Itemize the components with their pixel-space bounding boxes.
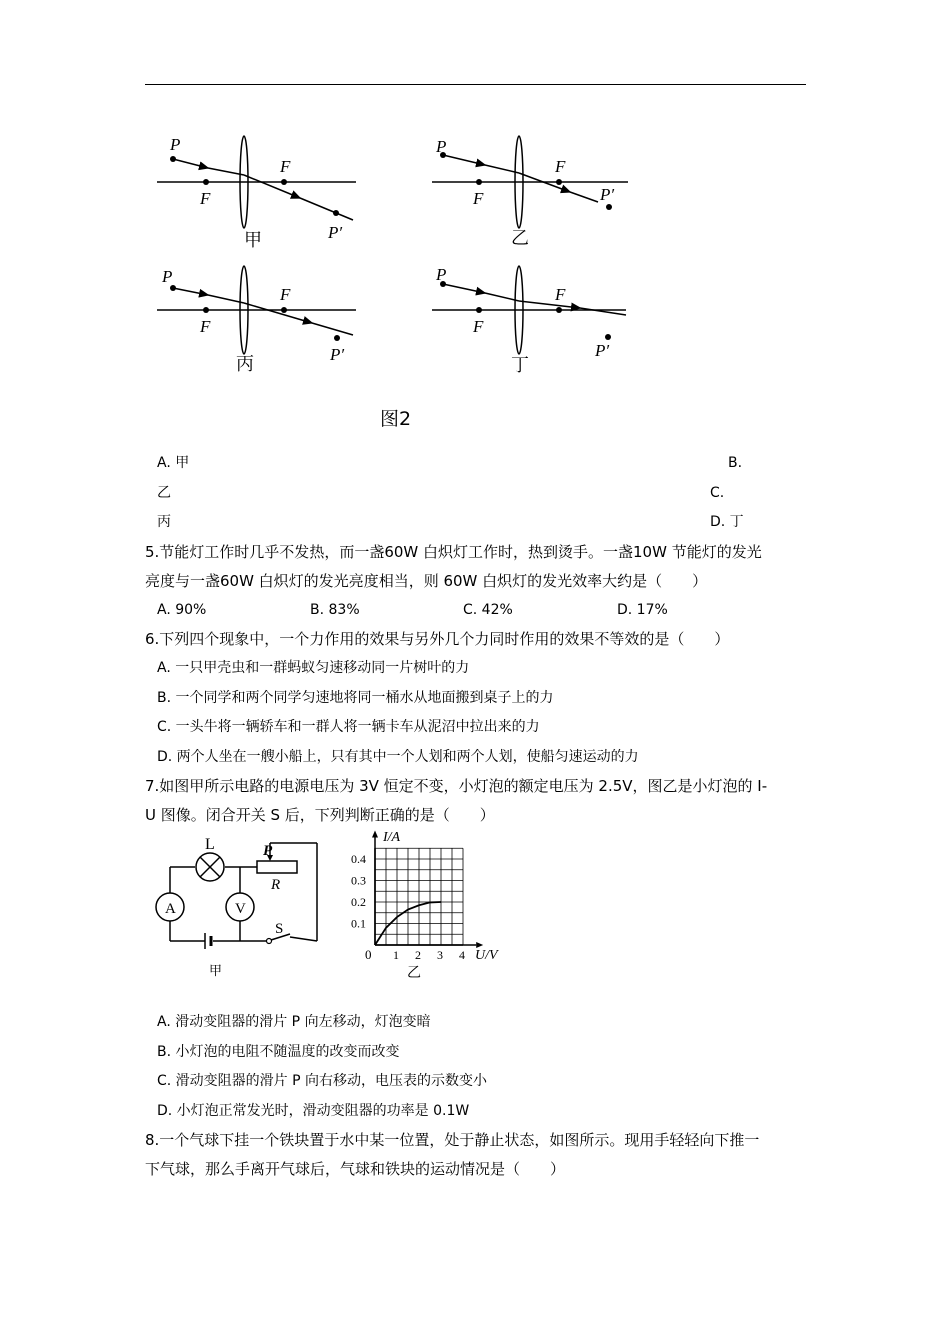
q8-stem-line1: 8.一个气球下挂一个铁块置于水中某一位置，处于静止状态，如图所示。现用手轻轻向下推一 [145, 1131, 760, 1149]
q6-option-d[interactable]: D. 两个人坐在一艘小船上，只有其中一个人划和两个人划，使船匀速运动的力 [157, 749, 639, 765]
graph-ylabel: I/A [383, 830, 401, 845]
panel-yi [432, 136, 628, 249]
svg-text:A: A [165, 901, 176, 917]
lens-ray-figure [140, 130, 660, 440]
svg-text:F: F [280, 157, 291, 176]
y-tick-label: 0.2 [351, 895, 366, 909]
y-tick-label: 0.1 [351, 916, 366, 931]
svg-text:F: F [200, 317, 211, 336]
q8-stem-line2: 下气球，那么手离开气球后，气球和铁块的运动情况是（ ） [145, 1160, 566, 1178]
graph-xlabel: U/V [475, 948, 498, 963]
svg-text:P′: P′ [330, 345, 345, 364]
q6-option-c[interactable]: C. 一头牛将一辆轿车和一群人将一辆卡车从泥沼中拉出来的力 [157, 719, 540, 735]
figure-caption: 图2 [380, 408, 412, 430]
graph-origin: 0 [365, 947, 372, 962]
x-tick-label: 4 [459, 948, 465, 962]
q4-option-b[interactable]: B. [728, 455, 743, 471]
svg-text:S: S [275, 921, 284, 937]
x-tick-label: 2 [415, 948, 421, 962]
q7-stem-line1: 7.如图甲所示电路的电源电压为 3V 恒定不变，小灯泡的额定电压为 2.5V，图乙是小灯泡的 I- [145, 777, 768, 795]
svg-text:丙: 丙 [236, 354, 254, 375]
panel-jia [157, 135, 356, 251]
graph-caption: 乙 [407, 965, 421, 981]
switch-icon [267, 939, 272, 944]
circuit-diagram [145, 833, 330, 983]
svg-text:丁: 丁 [511, 355, 529, 376]
q4-option-c-text: 丙 [157, 514, 171, 530]
svg-text:F: F [555, 157, 566, 176]
q4-option-d[interactable]: D. 丁 [710, 514, 744, 530]
panel-ding [432, 265, 626, 376]
svg-text:甲: 甲 [209, 964, 223, 979]
q5-stem-line2: 亮度与一盏60W 白炽灯的发光亮度相当，则 60W 白炽灯的发光效率大约是（ ） [145, 572, 708, 590]
q7-option-d[interactable]: D. 小灯泡正常发光时，滑动变阻器的功率是 0.1W [157, 1103, 470, 1119]
y-tick-label: 0.4 [351, 852, 366, 866]
q5-option-d[interactable]: D. 17% [617, 602, 668, 618]
q7-stem-line2: U 图像。闭合开关 S 后，下列判断正确的是（ ） [145, 806, 495, 824]
graph-grid [372, 831, 483, 949]
q6-option-b[interactable]: B. 一个同学和两个同学匀速地将同一桶水从地面搬到桌子上的力 [157, 690, 554, 706]
svg-text:F: F [555, 285, 566, 304]
q6-option-a[interactable]: A. 一只甲壳虫和一群蚂蚁匀速移动同一片树叶的力 [157, 660, 470, 676]
svg-text:R: R [271, 877, 281, 893]
y-tick-label: 0.3 [351, 873, 366, 888]
q4-option-b-text: 乙 [157, 485, 171, 501]
svg-text:乙: 乙 [511, 228, 529, 249]
q7-option-a[interactable]: A. 滑动变阻器的滑片 P 向左移动，灯泡变暗 [157, 1014, 431, 1030]
svg-text:F: F [280, 285, 291, 304]
svg-text:甲: 甲 [244, 230, 262, 251]
svg-text:P′: P′ [600, 185, 615, 204]
svg-text:P: P [436, 265, 447, 284]
svg-text:F: F [200, 189, 211, 208]
svg-text:P′: P′ [595, 341, 610, 360]
svg-text:P: P [162, 267, 173, 286]
q5-option-b[interactable]: B. 83% [310, 602, 360, 618]
q7-option-b[interactable]: B. 小灯泡的电阻不随温度的改变而改变 [157, 1044, 400, 1060]
svg-text:P: P [170, 135, 181, 154]
iu-graph [345, 825, 515, 983]
x-tick-label: 3 [437, 948, 443, 962]
q5-stem-line1: 5.节能灯工作时几乎不发热，而一盏60W 白炽灯工作时，热到烫手。一盏10W 节能灯的发光 [145, 543, 762, 561]
svg-text:L: L [205, 836, 215, 853]
svg-text:V: V [235, 901, 246, 917]
q4-option-a[interactable]: A. 甲 [157, 455, 190, 471]
svg-text:P′: P′ [328, 223, 343, 242]
svg-text:F: F [473, 189, 484, 208]
header-rule [145, 84, 806, 85]
x-tick-label: 1 [393, 948, 399, 962]
q6-stem: 6.下列四个现象中，一个力作用的效果与另外几个力同时作用的效果不等效的是（ ） [145, 630, 730, 648]
resistor-icon [257, 861, 297, 873]
svg-text:P: P [263, 843, 273, 859]
svg-text:F: F [473, 317, 484, 336]
svg-text:P: P [436, 137, 447, 156]
panel-bing [157, 266, 356, 375]
q5-option-c[interactable]: C. 42% [463, 602, 513, 618]
q4-option-c[interactable]: C. [710, 485, 725, 501]
q7-option-c[interactable]: C. 滑动变阻器的滑片 P 向右移动，电压表的示数变小 [157, 1073, 488, 1089]
q5-option-a[interactable]: A. 90% [157, 602, 207, 618]
